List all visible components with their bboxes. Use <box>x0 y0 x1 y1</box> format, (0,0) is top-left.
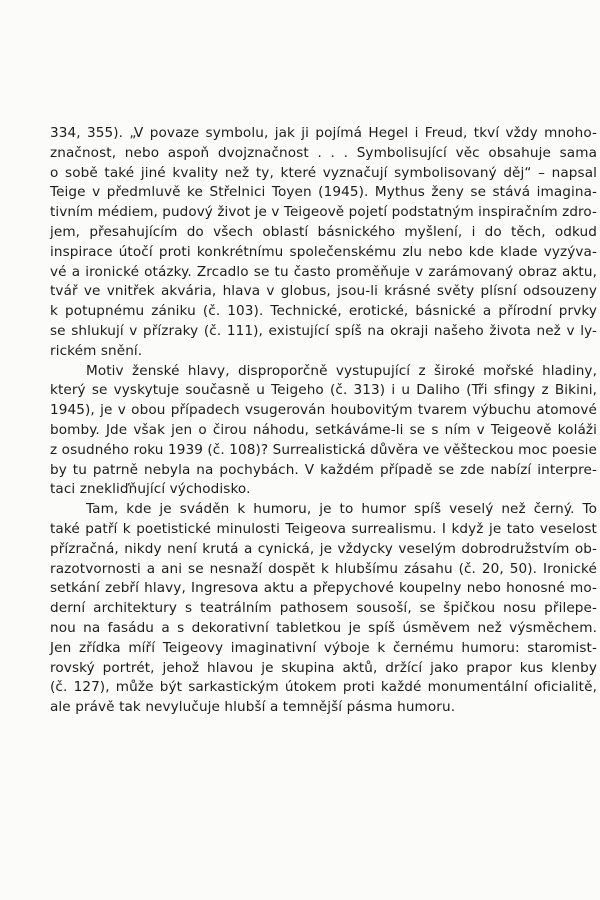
text-line: z osudného roku 1939 (č. 108)? Surrealistická důvěra ve věšteckou moc poesie <box>50 441 597 458</box>
text-line: ale právě tak nevylučuje hlubší a temnější pásma humoru. <box>50 699 456 716</box>
text-line: vé a ironické otázky. Zrcadlo se tu často proměňuje v zarámovaný obraz aktu, <box>50 263 597 280</box>
text-line: tivním médiem, pudový život je v Teigeově pojetí podstatným inspiračním zdro- <box>50 204 597 221</box>
text-line: Tam, kde je sváděn k humoru, je to humor spíš veselý než černý. To <box>86 501 597 518</box>
text-line: který se vyskytuje současně u Teigeho (č. 313) i u Daliho (Tři sfingy z Bikini, <box>50 382 597 399</box>
text-line: bomby. Jde však jen o čirou náhodu, setkáváme-li se s ním v Teigeově koláži <box>50 421 597 438</box>
text-line: také patří k poetistické minulosti Teigeova surrealismu. I když je tato veselost <box>50 520 597 537</box>
text-line: razotvornosti a ani se nesnaží dospět k hlubšímu zásahu (č. 20, 50). Ironické <box>50 560 597 577</box>
text-line: derní architektury s teatrálním pathosem sousoší, se špičkou nosu přilepe- <box>50 600 597 617</box>
text-line: 1945), je v obou případech vsugerován houbovitým tvarem výbuchu atomové <box>50 402 597 419</box>
text-line: rickém snění. <box>50 342 143 359</box>
paragraph-2 <box>50 362 597 501</box>
text-line: setkání zebří hlavy, Ingresova aktu a přepychové koupelny nebo honosné mo- <box>50 580 597 597</box>
text-line: značnost, nebo aspoň dvojznačnost . . . Symbolisující věc obsahuje sama <box>50 144 597 161</box>
text-line: Teige v předmluvě ke Střelnici Toyen (1945). Mythus ženy se stává imagina- <box>50 184 597 201</box>
text-line: 334, 355). „V povaze symbolu, jak ji pojímá Hegel i Freud, tkví vždy mnoho- <box>50 125 597 141</box>
text-line: jem, přesahujícím do všech oblastí básnického myšlení, i do těch, odkud <box>50 223 597 240</box>
text-line: tvář ve vnitřek akvária, hlava v globus, jsou-li krásné světy plísní odsouzeny <box>50 283 597 300</box>
body-text <box>50 124 597 718</box>
text-line: přízračná, nikdy není krutá a cynická, je vždycky veselým dobrodružstvím ob- <box>50 540 597 557</box>
text-line: Jen zřídka míří Teigeovy imaginativní výboje k černému humoru: staromist- <box>50 639 597 656</box>
paragraph-1 <box>50 124 597 362</box>
text-line: nou na fasádu a s dekorativní tabletkou je spíš úsměvem než výsměchem. <box>50 619 597 636</box>
text-line: k potupnému zániku (č. 103). Technické, erotické, básnické a přírodní prvky <box>50 303 597 320</box>
paragraph-3 <box>50 500 597 718</box>
text-line: by tu patrně nebyla na pochybách. V každém případě se zde nabízí interpre- <box>50 461 597 478</box>
text-line: se shlukují v přízraky (č. 111), existující spíš na okraji našeho života než v ly- <box>50 322 597 339</box>
text-line: rovský portrét, jehož hlavou je skupina aktů, držící jako prapor kus klenby <box>50 659 597 676</box>
text-line: taci znekliďňující východisko. <box>50 481 251 498</box>
text-line: inspirace útočí proti konkrétnímu společenskému zlu nebo kde klade vyzýva- <box>50 243 597 260</box>
text-line: o sobě také jiné kvality než ty, které vyznačují symbolisovaný děj“ – napsal <box>50 164 597 181</box>
text-line: Motiv ženské hlavy, disproporčně vystupující z široké mořské hladiny, <box>86 362 597 379</box>
text-line: (č. 127), může být sarkastickým útokem proti každé monumentální oficialitě, <box>50 679 597 696</box>
